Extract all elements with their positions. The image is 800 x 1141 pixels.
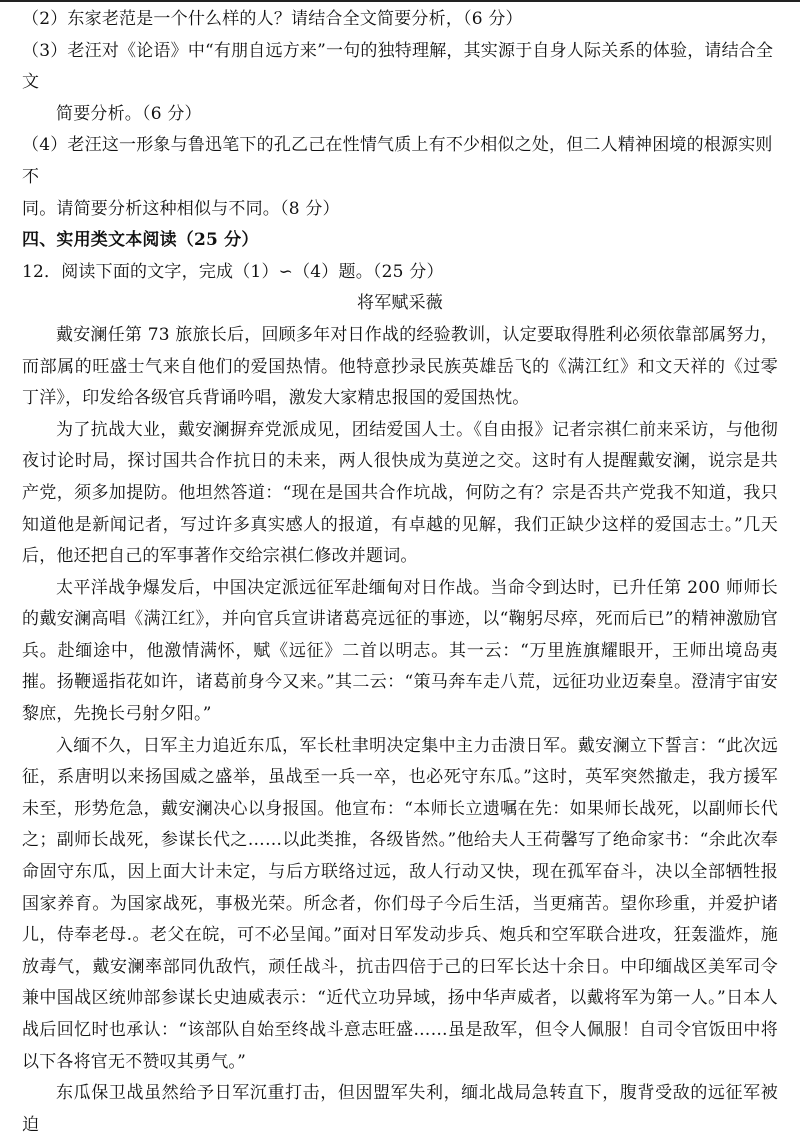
question-4-line-1: （4）老汪这一形象与鲁迅笔下的孔乙己在性情气质上有不少相似之处，但二人精神困境的根源实则不 xyxy=(22,135,773,187)
top-rule xyxy=(0,0,800,2)
article-paragraph-2: 为了抗战大业，戴安澜摒弃党派成见，团结爱国人士。《自由报》记者宗祺仁前来采访，与他彻夜讨论时局，探讨国共合作抗日的未来，两人很快成为莫逆之交。这时有人提醒戴安澜，说宗是共产党，须多加提防。他坦然答道：“现在是国共合作坑战，何防之有？宗是否共产党我不知道，我只知道他是新闻记者，写过许多真实感人的报道，有卓越的见解，我们正缺少这样的爱国志士。”几天后，他还把自己的军事著作交给宗祺仁修改并题词。 xyxy=(22,419,778,567)
document-page xyxy=(22,4,778,1141)
question-4-line-2: 同。请简要分析这种相似与不同。（8 分） xyxy=(22,198,340,219)
question-3-line-2: 简要分析。（6 分） xyxy=(56,103,202,124)
article-paragraph-4: 入缅不久，日军主力追近东瓜，军长杜聿明决定集中主力击溃日军。戴安澜立下誓言：“此次远征，系唐明以来扬国威之盛举，虽战至一兵一卒，也必死守东瓜。”这时，英军突然撤走，我方援军未至，形势危急，戴安澜决心以身报国。他宣布：“本师长立遗嘱在先：如果师长战死，以副师长代之；副师长战死，参谋长代之……以此类推，各级皆然。”他给夫人王荷馨写了绝命家书：“余此次奉命固守东瓜，因上面大计未定，与后方联络过远，敌人行动又快，现在孤军奋斗，决以全部牺牲报国家养育。为国家战死，事极光荣。所念者，你们母子今后生活，当更痛苦。望你珍重，并爱护诸儿，侍奉老母.。老父在皖，可不必呈闻。”面对日军发动步兵、炮兵和空军联合进攻，狂轰滥炸，施放毒气，戴安澜率部同仇敌忾，顽任战斗，抗击四倍于己的曰军长达十余日。中印缅战区美军司令兼中国战区统帅部参谋长史迪威表示：“近代立功异域，扬中华声威者，以戴将军为第一人。”日本人战后回忆时也承认：“该部队自始至终战斗意志旺盛……虽是敌军，但令人佩服！自司令官饭田中将以下各将官无不赞叹其勇气。” xyxy=(22,735,778,1072)
article-paragraph-5: 东瓜保卫战虽然给予日军沉重打击，但因盟军失利，缅北战局急转直下，腹背受敌的远征军被迫 xyxy=(22,1083,778,1135)
section-heading: 四、实用类文本阅读（25 分） xyxy=(22,230,259,251)
question-2: （2）东家老范是一个什么样的人？请结合全文简要分析，（6 分） xyxy=(22,9,523,29)
section-instruction: 12．阅读下面的文字，完成（1）∽（4）题。（25 分） xyxy=(22,261,444,282)
article-paragraph-3: 太平洋战争爆发后，中国决定派远征军赴缅甸对日作战。当命令到达时，已升任第 200 师师长的戴安澜高唱《满江红》，并向官兵宣讲诸葛亮远征的事迹，以“鞠躬尽瘁，死而后已”的精神激励官兵。赴缅途中，他激情满怀，赋《远征》二首以明志。其一云：“万里旌旗耀眼开，王师出境岛夷摧。扬鞭遥指花如许，诸葛前身今又来。”其二云：“策马奔车走八荒，远征功业迈秦皇。澄清宇宙安黎庶，先挽长弓射夕阳。” xyxy=(22,577,778,725)
article-title: 将军赋采薇 xyxy=(357,293,443,314)
question-3 xyxy=(22,36,778,131)
article-paragraph-1: 戴安澜任第 73 旅旅长后，回顾多年对日作战的经验教训，认定要取得胜利必须依靠部属努力，而部属的旺盛士气来自他们的爱国热情。他特意抄录民族英雄岳飞的《满江红》和文天祥的《过零丁洋》，印发给各级官兵背诵吟唱，激发大家精忠报国的爱国热忱。 xyxy=(22,324,778,409)
question-3-line-1: （3）老汪对《论语》中“有朋自远方来”一句的独特理解，其实源于自身人际关系的体验，请结合全文 xyxy=(22,40,774,93)
question-4 xyxy=(22,130,778,225)
